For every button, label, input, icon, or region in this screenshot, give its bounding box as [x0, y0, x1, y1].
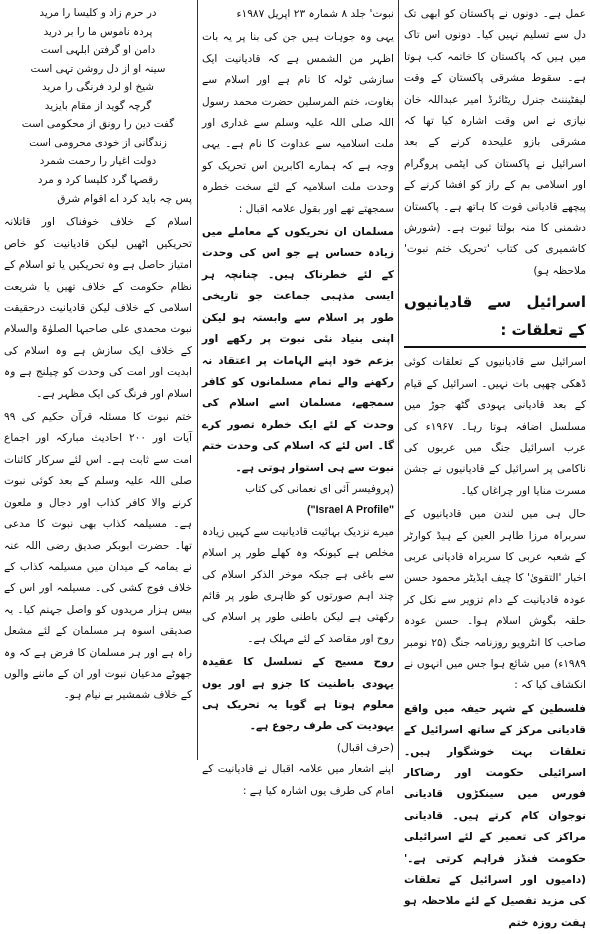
quote-messiah-doctrine: روح مسیح کے تسلسل کا عقیدہ یہودی باطنیت کا جزو ہے اور یوں معلوم ہوتا ہے گویا یہ تحریک ہی یہودیت کی طرف رجوع ہے۔: [202, 656, 394, 733]
book-title: ("Israel A Profile": [307, 504, 394, 517]
column-left: [0, 0, 196, 760]
quote-haifa-center: فلسطین کے شہر حیفہ میں واقع قادیانی مرکز کے ساتھ اسرائیل کے تعلقات بہت خوشگوار ہیں۔ اسرائیلی حکومت اور رضاکار فورس میں سینکڑوں قادیانی نوجوان کام کرتے ہیں۔ قادیانی مراکز کی تعمیر کے لئے اسرائیلی حکومت فنڈز فراہم کرتی ہے۔' (دامیوں اور اسرائیل کے تعلقات کی مزید تفصیل کے لئے ملاحظہ ہو ہفت روزہ ختم: [404, 702, 586, 929]
source-reference: نبوت' جلد ۸ شمارہ ۲۳ اپریل ۱۹۸۷ء: [236, 8, 394, 20]
persian-poem: [4, 4, 192, 189]
column-right: [400, 0, 590, 929]
citation-author: (پروفیسر آئی ای نعمانی کی کتاب: [245, 482, 394, 495]
poem-line: دولت اغیار را رحمت شمرد: [39, 155, 157, 167]
poem-line: گفت دین را رونق از محکومی است: [21, 118, 175, 130]
column-divider: [197, 0, 198, 760]
paragraph-pakistan-threat: عمل ہے۔ دونوں نے پاکستان کو ابھی تک دل سے تسلیم نہیں کیا۔ دونوں اس تاک میں ہیں کہ پاکستان کا خاتمہ کب ہوتا ہے۔ سقوط مشرقی پاکستان کے وقت لیفٹیننٹ جنرل ریٹائرڈ امیر عبداللہ خان نیازی نے اس وقت اشارہ کیا تھا کہ مشرقی بازو علیحدہ کرنے کے بعد اسرائیل نے پاکستان کی ایٹمی پروگرام اور اسلامی بم کے راز کو افشا کرنے کے پیچھے قادیانی قوت کا ہاتھ ہے۔ پاکستان دشمنی کا منہ بولتا ثبوت ہے۔ (شورش کاشمیری کی کتاب 'تحریک ختم نبوت' ملاحظہ ہو): [404, 8, 586, 277]
poem-line: در حرم زاد و کلیسا را مرید: [39, 7, 157, 19]
section-heading-israel-relations: اسرائیل سے قادیانیوں کے تعلقات :: [404, 288, 586, 348]
paragraph-bahaism-comparison: میرے نزدیک بہائیت قادیانیت سے کہیں زیادہ مخلص ہے کیونکہ وہ کھلے طور پر اسلام سے باغی ہے جبکہ موخر الذکر اسلام کی چند اہم صورتوں کو ظاہری طور پر قائم رکھتی ہے لیکن باطنی طور پر اسلام کی روح اور مقاصد کے لئے مہلک ہے۔: [202, 525, 394, 645]
poem-line: پردہ ناموس ما را بر درید: [43, 25, 153, 38]
column-divider: [398, 0, 399, 760]
citation-harf-e-iqbal: (حرف اقبال): [336, 741, 394, 754]
paragraph-conspiracy: یہی وہ جوہات ہیں جن کی بنا پر یہ بات اظہر من الشمس ہے کہ قادیانیت ایک سازشی ٹولہ کا نام ہے اور اسلام سے بغاوت، ختم المرسلین حضرت محمد رسول اللہ صلی اللہ علیہ وسلم سے غداری اور ملت اسلامیہ سے عداوت کا نام ہے۔ یہی وجہ ہے کہ ہمارے اکابرین اس تحریک کو وحدت ملت اسلامیہ کے لئے سخت خطرہ سمجھتے تھے اور بقول علامہ اقبال :: [202, 31, 394, 215]
poem-line: رقصہا گرد کلیسا کرد و مرد: [37, 173, 159, 186]
column-middle: [198, 0, 398, 797]
poem-line: گرچہ گوید از مقام بایزید: [44, 99, 152, 112]
quote-iqbal-unity: مسلمان ان تحریکوں کے معاملے میں زیادہ حساس ہے جو اس کی وحدت کے لئے خطرناک ہیں۔ چنانچہ ہر ایسی مذہبی جماعت جو تاریخی طور پر اسلام سے وابستہ ہو لیکن اپنی بنیاد نئی نبوت پر رکھے اور بزعم خود اپنے الہامات پر اعتقاد نہ رکھنے والے تمام مسلمانوں کو کافر سمجھے، مسلمان اسے اسلام کی وحدت کے لئے ایک خطرہ تصور کرے گا۔ اس لئے کہ اسلام کی وحدت ختم نبوت سے ہی استوار ہوتی ہے۔: [202, 226, 394, 474]
poem-line: دامن او گرفتن ابلہی است: [40, 44, 156, 56]
citation-book: [202, 500, 394, 521]
paragraph-verses-intro: اپنے اشعار میں علامہ اقبال نے قادیانیت کے امام کی طرف یوں اشارہ کیا ہے :: [202, 763, 394, 797]
paragraph-finality-of-prophethood: ختم نبوت کا مسئلہ قرآن حکیم کی ۹۹ آیات اور ۲۰۰ احادیث مبارکہ اور اجماع امت سے ثابت ہے۔ اس لئے سرکار کائنات صلی اللہ علیہ وسلم کے بعد کوئی نبوت کرنے والا کافر کذاب اور دجال و ملعون ہے۔ مسیلمہ کذاب بھی نبوت کا مدعی تھا۔ حضرت ابوبکر صدیق رضی اللہ عنہ نے یمامہ کے میدان میں مسیلمہ کذاب کے خلاف فوج کشی کی۔ مسیلمہ اور اس کے بیس ہزار مریدوں کو واصل جہنم کیا۔ یہ صدیقی اسوہ ہر مسلمان کے لئے مشعل راہ ہے اور ہر مسلمان کا فرض ہے کہ وہ جھوٹے مدعیان نبوت اور ان کے ماننے والوں کے خلاف شمشیر بے نیام ہو۔: [4, 411, 192, 702]
poem-line: زندگانی از خودی محرومی است: [29, 136, 167, 149]
paragraph-london-interview: حال ہی میں لندن میں قادیانیوں کے سربراہ مرزا طاہر العین کے ہیڈ کوارٹر کے شعبہ عربی کا سربراہ قادیانی عربی اخبار 'التقویٰ' کا چیف ایڈیٹر محمود حسن عودہ قادیانیت کے دام تزویر سے نکل کر حلقہ بگوش اسلام ہوا۔ حسن عودہ صاحب کا انٹرویو روزنامہ جنگ (۲۵ نومبر ۱۹۸۹ء) میں شائع ہوا جس میں انہوں نے انکشاف کیا کہ :: [404, 508, 586, 692]
poem-line: سینہ او از دل روشن تہی است: [30, 62, 166, 75]
poem-line: شیخ او لرد فرنگی را مرید: [41, 81, 155, 93]
paragraph-movements: اسلام کے خلاف خوفناک اور قاتلانہ تحریکیں اٹھیں لیکن قادیانیت کو خاص امتیاز حاصل ہے وہ تحریکیں یا تو اسلام کے نظام حکومت کے خلاف تھیں یا شریعت اسلامی کے خلاف لیکن قادیانیت درحقیقت نبوت محمدی علی صاحبہا الصلوٰۃ والسلام کے خلاف ایک سازش ہے وہ اسلام کی ابدیت اور امت کی وحدت کو چیلنج ہے وہ اسلام اور فرنگ کی ایک مظہر ہے۔: [4, 216, 192, 400]
poem-reference: پس چہ باید کرد اے اقوام شرق: [57, 193, 192, 205]
paragraph-israel-relations: اسرائیل سے قادیانیوں کے تعلقات کوئی ڈھکی چھپی بات نہیں۔ اسرائیل کے قیام کے بعد قادیانی یہودی گٹھ جوڑ میں مسلسل اضافہ ہوتا رہا۔ ۱۹۶۷ء کی عرب اسرائیل جنگ میں عربوں کی ناکامی پر اسرائیل کے قادیانیوں نے جشن مسرت منایا اور چراغاں کیا۔: [404, 356, 586, 497]
